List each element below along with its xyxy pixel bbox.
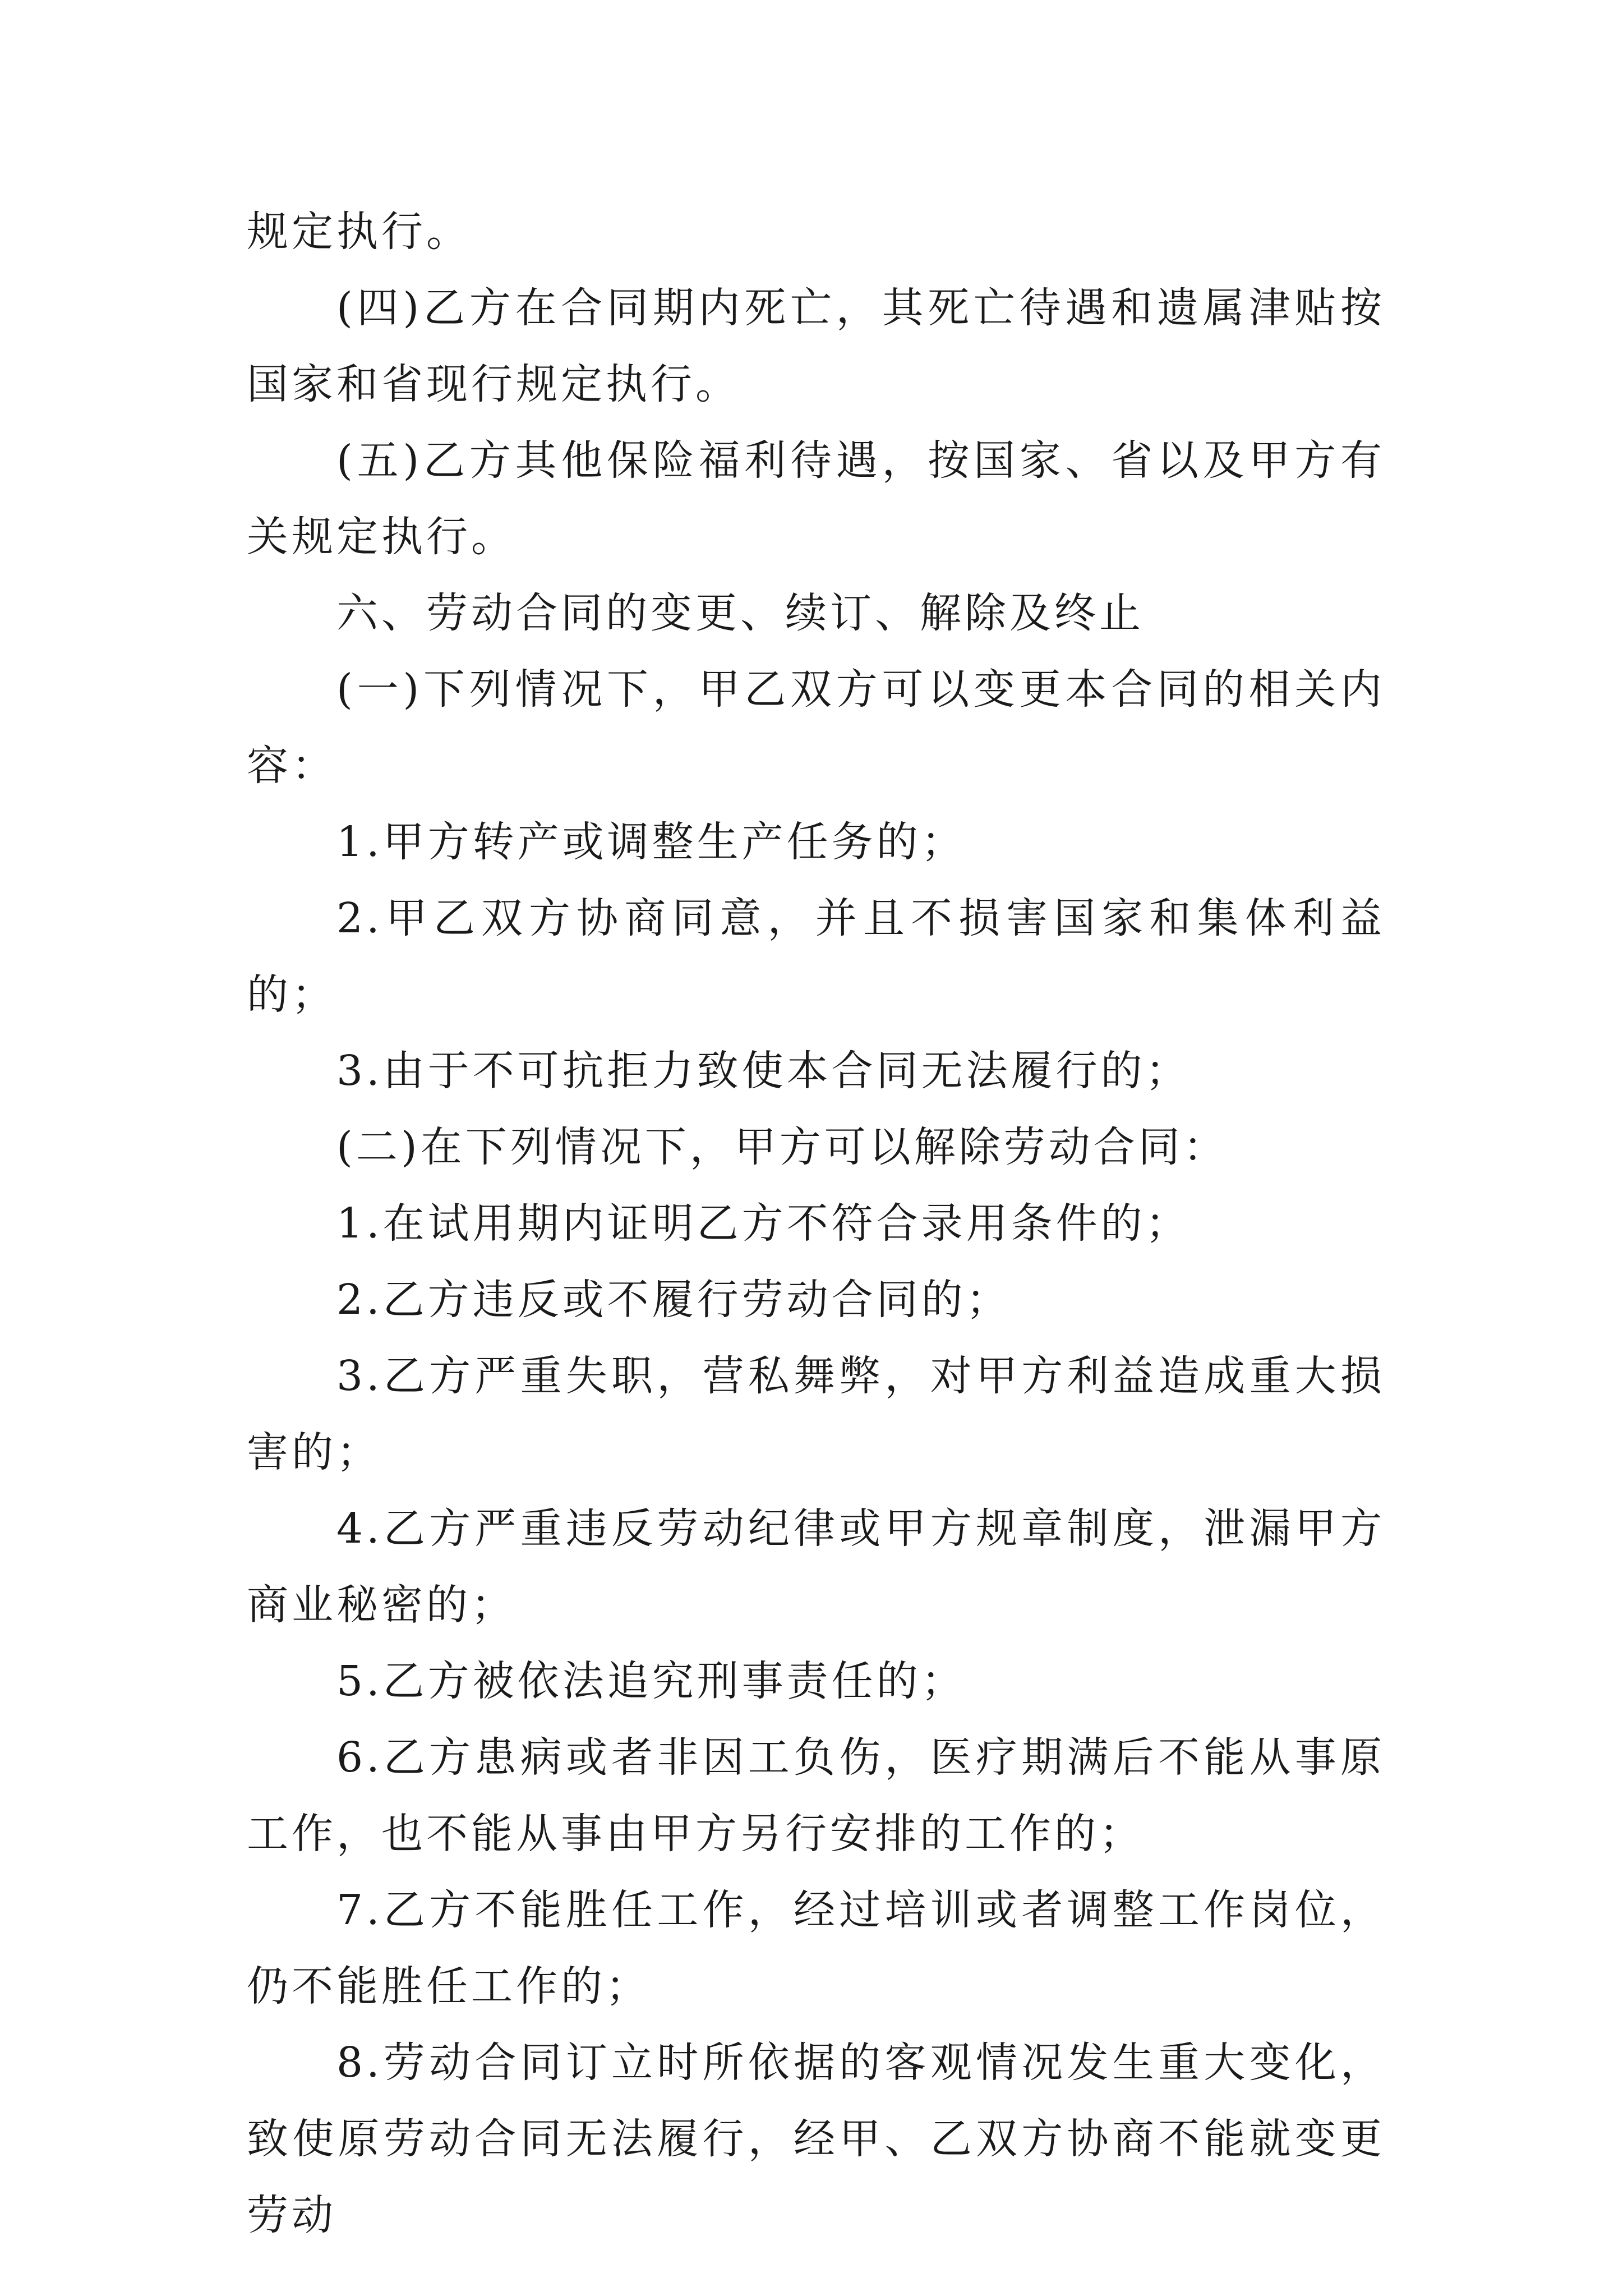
paragraph: 1.甲方转产或调整生产任务的； [336, 818, 966, 866]
paragraph: 3.由于不可抗拒力致使本合同无法履行的； [336, 1047, 1191, 1095]
paragraph: (一)下列情况下，甲乙双方可以变更本合同的相关内容： [247, 665, 1385, 790]
paragraph: 4.乙方严重违反劳动纪律或甲方规章制度，泄漏甲方商业秘密的； [247, 1504, 1385, 1629]
paragraph: (四)乙方在合同期内死亡，其死亡待遇和遗属津贴按国家和省现行规定执行。 [247, 284, 1385, 408]
paragraph: 1.在试用期内证明乙方不符合录用条件的； [336, 1199, 1191, 1248]
paragraph: 8.劳动合同订立时所依据的客观情况发生重大变化，致使原劳动合同无法履行，经甲、乙双方协商不能就变更劳动 [247, 2039, 1385, 2239]
paragraph: 规定执行。 [247, 208, 471, 256]
paragraph: 6.乙方患病或者非因工负伤，医疗期满后不能从事原工作，也不能从事由甲方另行安排的工作的； [247, 1733, 1385, 1858]
paragraph: 2.甲乙双方协商同意，并且不损害国家和集体利益的； [247, 894, 1385, 1019]
paragraph: 2.乙方违反或不履行劳动合同的； [336, 1276, 1011, 1324]
paragraph: 六、劳动合同的变更、续订、解除及终止 [336, 589, 1144, 637]
paragraph: 7.乙方不能胜任工作，经过培训或者调整工作岗位，仍不能胜任工作的； [247, 1886, 1385, 2010]
paragraph: 5.乙方被依法追究刑事责任的； [336, 1657, 966, 1705]
paragraph: 3.乙方严重失职，营私舞弊，对甲方利益造成重大损害的； [247, 1352, 1385, 1476]
document-body [247, 194, 1385, 2253]
paragraph: (五)乙方其他保险福利待遇，按国家、省以及甲方有关规定执行。 [247, 436, 1385, 561]
paragraph: (二)在下列情况下，甲方可以解除劳动合同： [336, 1123, 1228, 1171]
